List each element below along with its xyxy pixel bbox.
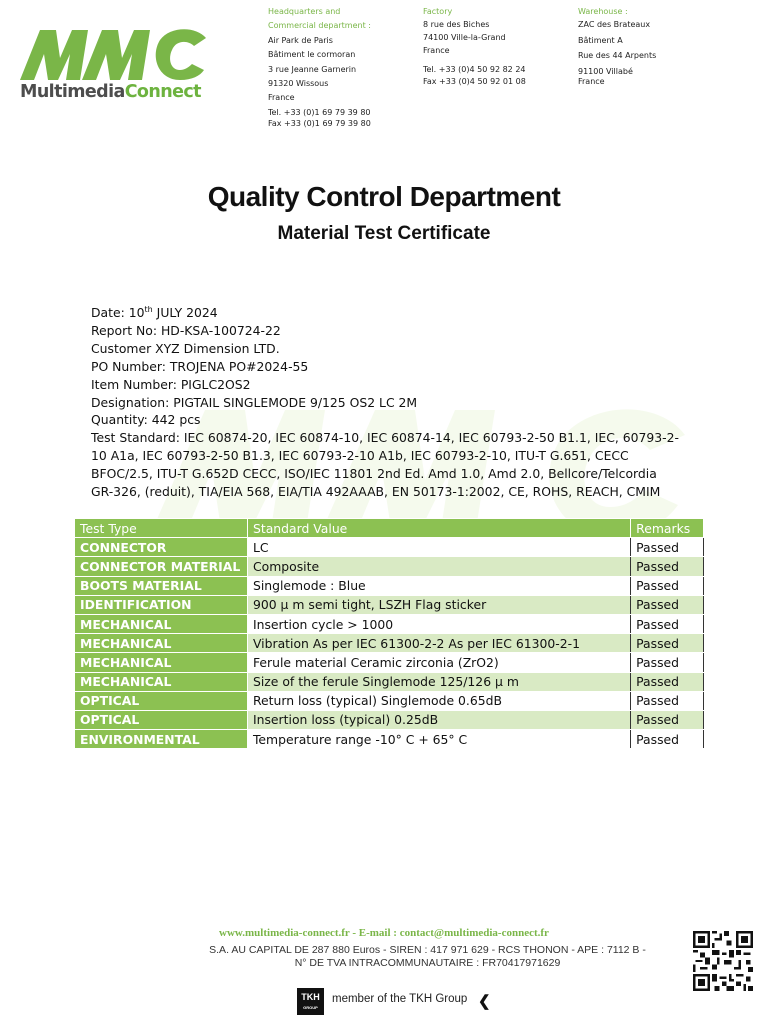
company-logo [20,24,210,104]
test-type-cell: ENVIRONMENTAL [75,730,248,749]
test-type-cell: BOOTS MATERIAL [75,576,248,595]
test-standard-line: BFOC/2.5, ITU-T G.652D CECC, ISO/IEC 11801 2nd Ed. Amd 1.0, Amd 2.0, Bellcore/Telcordia [91,466,657,482]
test-type-cell: IDENTIFICATION [75,595,248,614]
remarks-cell: Passed [631,576,704,595]
hq-tel: Tel. +33 (0)1 69 79 39 80 [268,107,371,117]
factory-tel: Tel. +33 (0)4 50 92 82 24 [423,64,526,74]
logo-wordmark: MultimediaConnect [20,82,201,102]
standard-value-cell: 900 μ m semi tight, LSZH Flag sticker [247,595,630,614]
table-row [75,730,704,749]
qr-code-icon [693,931,753,991]
warehouse-line: ZAC des Brateaux [578,20,651,30]
standard-value-cell: Return loss (typical) Singlemode 0.65dB [247,691,630,710]
table-row [75,691,704,710]
hq-line: Bâtiment le cormoran [268,50,356,60]
table-row [75,538,704,557]
table-row [75,672,704,691]
remarks-cell: Passed [631,672,704,691]
quantity: Quantity: 442 pcs [91,412,201,428]
remarks-cell: Passed [631,557,704,576]
header-remarks: Remarks [631,519,704,538]
headquarters-address [268,5,371,132]
hq-line: 91320 Wissous [268,79,329,89]
item-number: Item Number: PIGLC2OS2 [91,376,251,392]
warehouse-line: Bâtiment A [578,35,623,45]
remarks-cell: Passed [631,634,704,653]
standard-value-cell: Composite [247,557,630,576]
factory-fax: Fax +33 (0)4 50 92 01 08 [423,77,526,87]
test-standard-line: GR-326, (reduit), TIA/EIA 568, EIA/TIA 492AAAB, EN 50173-1:2002, CE, ROHS, REACH, CMIM [91,484,661,500]
factory-line: 8 rue des Biches [423,20,490,30]
table-row [75,614,704,633]
footer-legal-info [0,944,768,970]
test-standard-line: 10 A1a, IEC 60793-2-50 B1.3, IEC 60793-2-10 A1b, IEC 60793-2-10, ITU-T G.651, CECC [91,448,629,464]
test-results-table [74,518,704,749]
test-type-cell: MECHANICAL [75,634,248,653]
standard-value-cell: LC [247,538,630,557]
test-type-cell: OPTICAL [75,710,248,729]
warehouse-line: France [578,77,605,87]
test-type-cell: CONNECTOR [75,538,248,557]
footer-contact-links[interactable]: www.multimedia-connect.fr - E-mail : contact@multimedia-connect.fr [219,927,549,939]
standard-value-cell: Ferule material Ceramic zirconia (ZrO2) [247,653,630,672]
warehouse-heading: Warehouse : [578,7,628,16]
remarks-cell: Passed [631,653,704,672]
standard-value-cell: Temperature range -10° C + 65° C [247,730,630,749]
remarks-cell: Passed [631,595,704,614]
page-title: Quality Control Department [207,181,561,212]
factory-line: France [423,46,450,56]
mmc-logo-mark [20,24,210,84]
factory-line: 74100 Ville-la-Grand [423,32,506,42]
header-standard-value: Standard Value [247,519,630,538]
table-row [75,710,704,729]
test-type-cell: MECHANICAL [75,653,248,672]
remarks-cell: Passed [631,710,704,729]
warehouse-line: Rue des 44 Arpents [578,51,657,61]
test-type-cell: OPTICAL [75,691,248,710]
certificate-info [91,304,691,501]
remarks-cell: Passed [631,691,704,710]
test-standard-line: Test Standard: IEC 60874-20, IEC 60874-10, IEC 60874-14, IEC 60793-2-50 B1.1, IEC, 60793-2- [91,430,679,446]
table-row [75,595,704,614]
po-number: PO Number: TROJENA PO#2024-55 [91,358,309,374]
customer: Customer XYZ Dimension LTD. [91,340,280,356]
designation: Designation: PIGTAIL SINGLEMODE 9/125 OS2 LC 2M [91,394,418,410]
legal-line: S.A. AU CAPITAL DE 287 880 Euros - SIREN : 417 971 629 - RCS THONON - APE : 7112 B - [209,944,646,956]
page-subtitle: Material Test Certificate [277,223,491,244]
hq-fax: Fax +33 (0)1 69 79 39 80 [268,119,371,129]
table-row [75,557,704,576]
report-number: Report No: HD-KSA-100724-22 [91,322,281,338]
hq-line: France [268,93,295,103]
hq-line: 3 rue Jeanne Garnerin [268,64,357,74]
table-row [75,634,704,653]
hq-heading-2: Commercial department : [268,21,371,31]
standard-value-cell: Size of the ferule Singlemode 125/126 μ m [247,672,630,691]
date-line: Date: 10th JULY 2024 [91,304,218,320]
factory-heading: Factory [423,7,453,16]
table-header-row [75,519,704,538]
standard-value-cell: Singlemode : Blue [247,576,630,595]
tkh-member-text: member of the TKH Group [332,993,468,1005]
standard-value-cell: Insertion loss (typical) 0.25dB [247,710,630,729]
table-row [75,576,704,595]
remarks-cell: Passed [631,538,704,557]
test-type-cell: MECHANICAL [75,672,248,691]
legal-line: N° DE TVA INTRACOMMUNAUTAIRE : FR70417971629 [294,957,561,969]
test-type-cell: CONNECTOR MATERIAL [75,557,248,576]
standard-value-cell: Insertion cycle > 1000 [247,614,630,633]
hq-heading: Headquarters and [268,7,341,16]
warehouse-line: 91100 Villabé [578,66,633,76]
tkh-group-logo: TKH GROUP [297,988,324,1015]
remarks-cell: Passed [631,730,704,749]
table-row [75,653,704,672]
chevron-left-icon: ❮ [478,993,491,1010]
hq-line: Air Park de Paris [268,35,333,45]
factory-address [423,5,526,89]
remarks-cell: Passed [631,614,704,633]
test-type-cell: MECHANICAL [75,614,248,633]
standard-value-cell: Vibration As per IEC 61300-2-2 As per IEC 61300-2-1 [247,634,630,653]
warehouse-address [578,5,656,89]
header-test-type: Test Type [75,519,248,538]
